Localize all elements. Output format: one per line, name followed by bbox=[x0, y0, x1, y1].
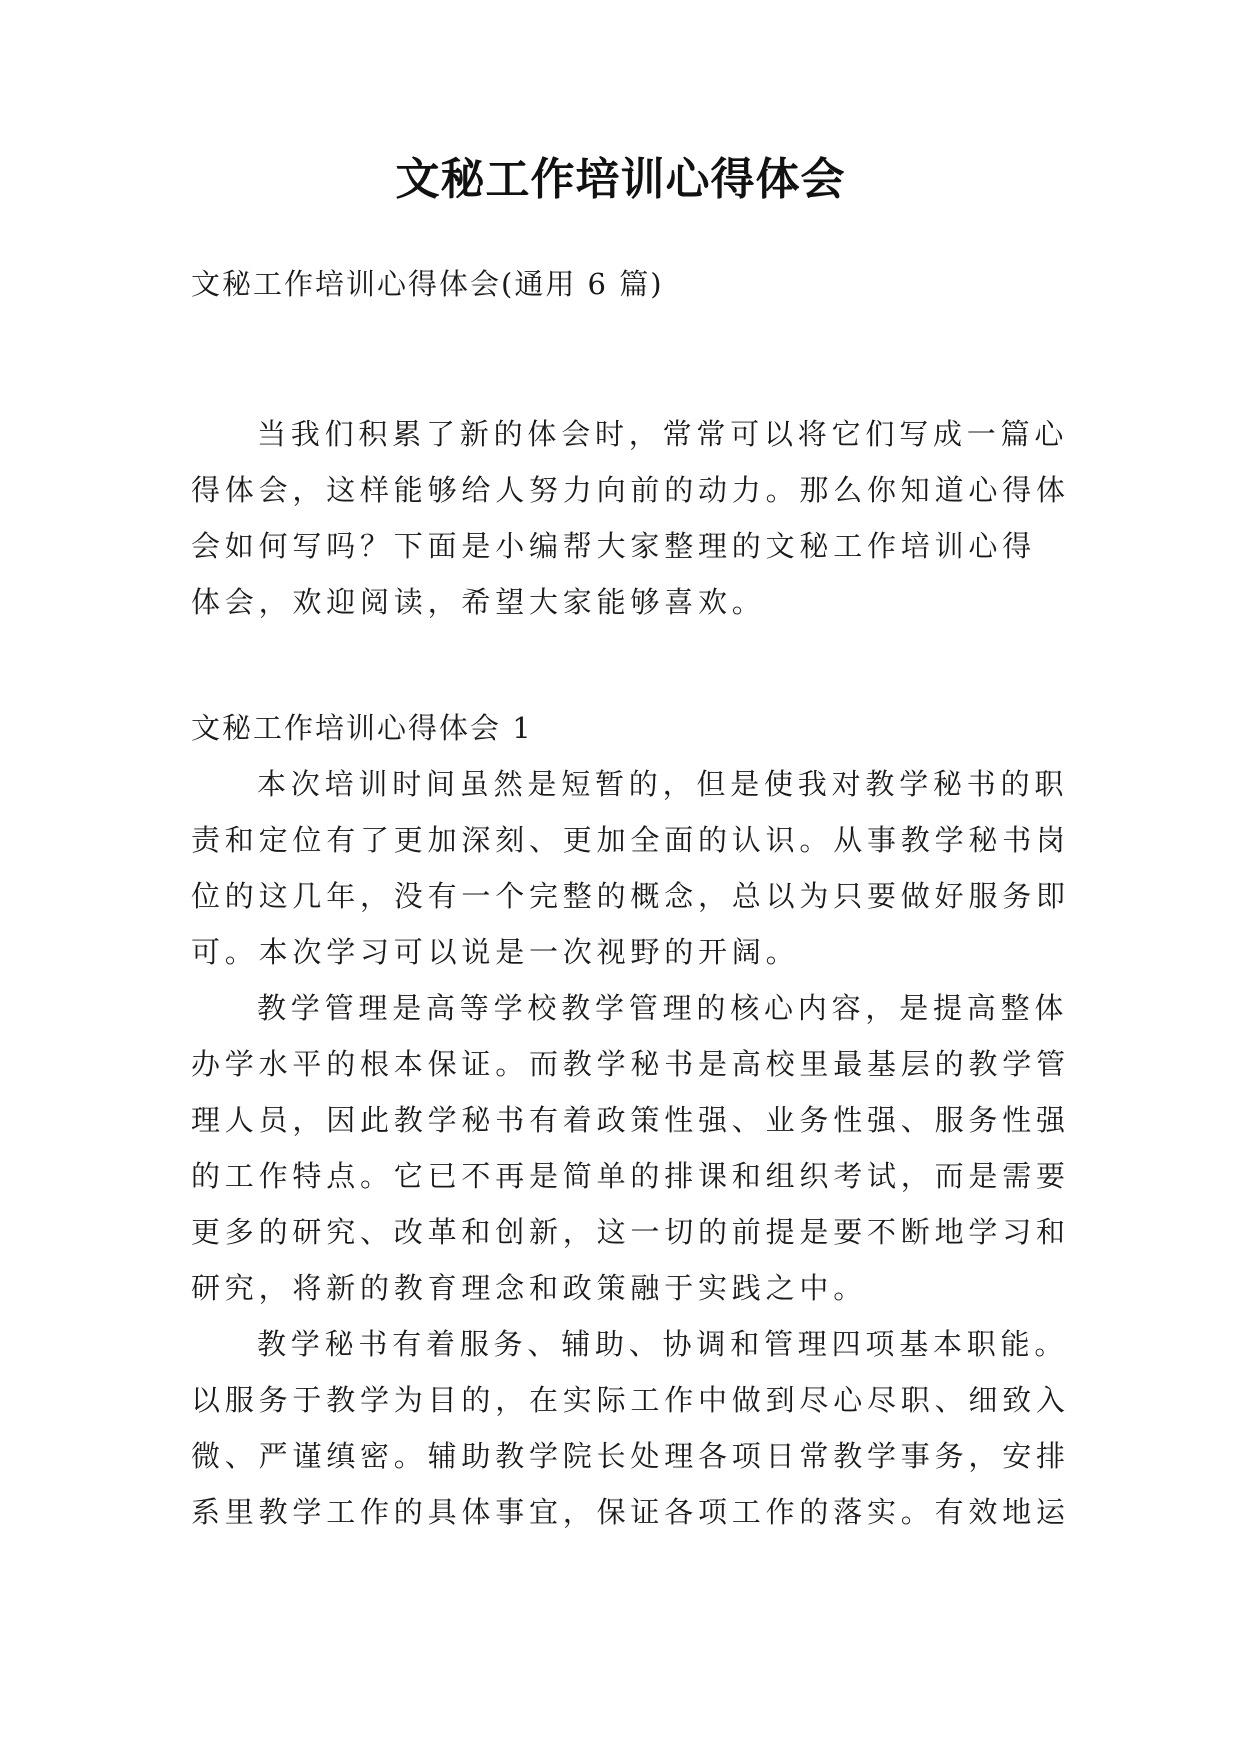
paragraph-1-line: 责和定位有了更加深刻、更加全面的认识。从事教学秘书岗 bbox=[191, 823, 1070, 857]
paragraph-3-line: 教学秘书有着服务、辅助、协调和管理四项基本职能。 bbox=[257, 1327, 1069, 1361]
paragraph-2-line: 教学管理是高等学校教学管理的核心内容，是提高整体 bbox=[257, 991, 1069, 1025]
intro-paragraph bbox=[191, 406, 1071, 630]
paragraph-1-line: 可。本次学习可以说是一次视野的开阔。 bbox=[191, 935, 800, 969]
paragraph-2-line: 办学水平的根本保证。而教学秘书是高校里最基层的教学管 bbox=[191, 1047, 1070, 1081]
intro-line: 当我们积累了新的体会时，常常可以将它们写成一篇心 bbox=[257, 417, 1069, 451]
paragraph-2-line: 理人员，因此教学秘书有着政策性强、业务性强、服务性强 bbox=[191, 1103, 1070, 1137]
paragraph-2-line: 研究，将新的教育理念和政策融于实践之中。 bbox=[191, 1271, 868, 1305]
paragraph-3-line: 微、严谨缜密。辅助教学院长处理各项日常教学事务，安排 bbox=[191, 1439, 1070, 1473]
document-title: 文秘工作培训心得体会 bbox=[395, 154, 846, 205]
intro-line: 会如何写吗？下面是小编帮大家整理的文秘工作培训心得 bbox=[191, 529, 1037, 563]
intro-line: 得体会，这样能够给人努力向前的动力。那么你知道心得体 bbox=[191, 473, 1070, 507]
paragraph-3-line: 以服务于教学为目的，在实际工作中做到尽心尽职、细致入 bbox=[191, 1383, 1070, 1417]
section-heading: 文秘工作培训心得体会 1 bbox=[191, 711, 533, 745]
paragraph-2-line: 的工作特点。它已不再是简单的排课和组织考试，而是需要 bbox=[191, 1159, 1070, 1193]
paragraph-2-line: 更多的研究、改革和创新，这一切的前提是要不断地学习和 bbox=[191, 1215, 1070, 1249]
document-subtitle: 文秘工作培训心得体会(通用 6 篇) bbox=[191, 267, 664, 301]
paragraph-1-line: 本次培训时间虽然是短暂的，但是使我对教学秘书的职 bbox=[257, 767, 1069, 801]
intro-line: 体会，欢迎阅读，希望大家能够喜欢。 bbox=[191, 585, 766, 619]
section-1 bbox=[191, 700, 1071, 1540]
paragraph-1-line: 位的这几年，没有一个完整的概念，总以为只要做好服务即 bbox=[191, 879, 1070, 913]
paragraph-3-line: 系里教学工作的具体事宜，保证各项工作的落实。有效地运 bbox=[191, 1495, 1070, 1529]
